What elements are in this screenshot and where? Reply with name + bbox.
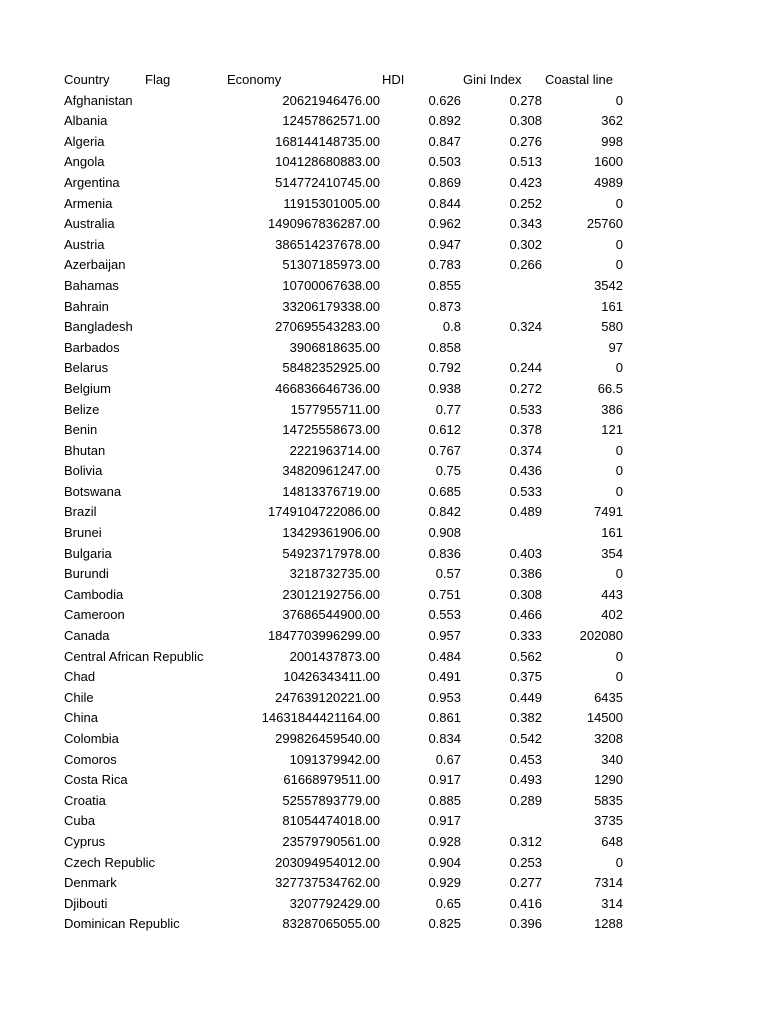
coastal-line-cell: 0 [615,669,623,685]
economy-cell: 58482352925.00 [282,360,380,376]
table-row [0,729,768,750]
country-cell: Czech Republic [64,854,156,870]
country-cell: Comoros [64,751,117,767]
coastal-line-cell: 0 [615,195,623,211]
hdi-cell: 0.947 [428,236,461,252]
country-cell: Angola [64,154,105,170]
coastal-line-cell: 402 [601,607,623,623]
economy-cell: 14725558673.00 [282,422,380,438]
table-row [0,91,768,112]
coastal-line-cell: 0 [615,257,623,273]
economy-cell: 83287065055.00 [282,916,380,932]
coastal-line-cell: 66.5 [597,380,623,396]
hdi-cell: 0.783 [428,257,461,273]
gini-cell: 0.403 [509,545,542,561]
gini-cell: 0.277 [509,875,542,891]
coastal-line-cell: 1290 [594,772,623,788]
hdi-cell: 0.892 [428,113,461,129]
table-row [0,708,768,729]
country-cell: Bulgaria [64,545,112,561]
country-cell: Australia [64,216,115,232]
table-row [0,338,768,359]
country-cell: Burundi [64,566,109,582]
economy-cell: 104128680883.00 [275,154,380,170]
table-row [0,873,768,894]
economy-cell: 1749104722086.00 [267,504,380,520]
gini-cell: 0.302 [509,236,542,252]
gini-cell: 0.343 [509,216,542,232]
economy-cell: 23579790561.00 [282,833,380,849]
country-cell: Bangladesh [64,319,133,335]
country-cell: Denmark [64,875,117,891]
table-row [0,132,768,153]
gini-cell: 0.378 [509,422,542,438]
country-cell: Benin [64,422,98,438]
gini-cell: 0.333 [509,628,542,644]
economy-cell: 14631844421164.00 [261,710,380,726]
hdi-cell: 0.847 [428,133,461,149]
country-cell: Costa Rica [64,772,128,788]
table-row [0,194,768,215]
country-cell: Brazil [64,504,97,520]
table-row [0,688,768,709]
gini-cell: 0.493 [509,772,542,788]
country-cell: Cambodia [64,586,124,602]
table-row [0,502,768,523]
gini-cell: 0.266 [509,257,542,273]
coastal-line-cell: 5835 [594,792,623,808]
table-row [0,297,768,318]
gini-cell: 0.513 [509,154,542,170]
country-cell: Belarus [64,360,109,376]
economy-cell: 11915301005.00 [283,195,380,211]
coastal-line-cell: 648 [601,833,623,849]
coastal-line-cell: 0 [615,854,623,870]
gini-cell: 0.562 [509,648,542,664]
economy-cell: 33206179338.00 [282,298,380,314]
economy-cell: 3906818635.00 [289,339,380,355]
table-row [0,832,768,853]
country-cell: Bolivia [64,463,103,479]
hdi-cell: 0.825 [428,916,461,932]
hdi-cell: 0.612 [428,422,461,438]
hdi-cell: 0.503 [428,154,461,170]
hdi-cell: 0.834 [428,731,461,746]
country-cell: Cameroon [64,607,125,623]
header-coastal-line: Coastal line [545,72,613,87]
country-cell: Belgium [64,380,111,396]
economy-cell: 270695543283.00 [275,319,380,335]
gini-cell: 0.542 [509,731,542,746]
coastal-line-cell: 443 [601,586,623,602]
table-row [0,152,768,173]
hdi-cell: 0.685 [428,483,461,499]
coastal-line-cell: 0 [615,360,623,376]
coastal-line-cell: 0 [615,442,623,458]
table-row [0,214,768,235]
country-cell: Colombia [64,731,119,746]
economy-cell: 13429361906.00 [282,525,380,541]
table-row [0,441,768,462]
coastal-line-cell: 25760 [586,216,623,232]
economy-cell: 34820961247.00 [282,463,380,479]
table-row [0,667,768,688]
gini-cell: 0.449 [509,689,542,705]
coastal-line-cell: 7491 [594,504,623,520]
economy-cell: 514772410745.00 [275,174,380,190]
country-cell: Cyprus [64,833,106,849]
hdi-cell: 0.908 [428,525,461,541]
gini-cell: 0.278 [509,92,542,108]
country-cell: Botswana [64,483,122,499]
country-cell: Cuba [64,813,96,829]
gini-cell: 0.375 [509,669,542,685]
economy-cell: 1847703996299.00 [267,628,380,644]
coastal-line-cell: 998 [601,133,623,149]
hdi-cell: 0.962 [428,216,461,232]
hdi-cell: 0.929 [428,875,461,891]
economy-cell: 2001437873.00 [289,648,380,664]
coastal-line-cell: 202080 [579,628,623,644]
coastal-line-cell: 3208 [594,731,623,746]
economy-cell: 10700067638.00 [282,277,380,293]
gini-cell: 0.533 [509,483,542,499]
coastal-line-cell: 161 [601,525,623,541]
table-row [0,379,768,400]
country-cell: Brunei [64,525,102,541]
coastal-line-cell: 3542 [594,277,623,293]
table-row [0,770,768,791]
table-body [0,91,768,935]
coastal-line-cell: 314 [601,895,623,911]
coastal-line-cell: 1600 [594,154,623,170]
country-cell: Algeria [64,133,105,149]
coastal-line-cell: 6435 [594,689,623,705]
table-row [0,420,768,441]
table-row [0,585,768,606]
table-row [0,544,768,565]
country-cell: China [64,710,98,726]
gini-cell: 0.252 [509,195,542,211]
gini-cell: 0.416 [509,895,542,911]
coastal-line-cell: 14500 [586,710,623,726]
economy-cell: 386514237678.00 [275,236,380,252]
gini-cell: 0.253 [509,854,542,870]
table-row [0,276,768,297]
hdi-cell: 0.938 [428,380,461,396]
country-cell: Argentina [64,174,120,190]
hdi-cell: 0.928 [428,833,461,849]
economy-cell: 52557893779.00 [282,792,380,808]
hdi-cell: 0.8 [442,319,461,335]
table-row [0,111,768,132]
gini-cell: 0.308 [509,113,542,129]
header-country: Country [64,72,110,87]
hdi-cell: 0.767 [428,442,461,458]
country-cell: Bhutan [64,442,106,458]
hdi-cell: 0.836 [428,545,461,561]
country-cell: Barbados [64,339,120,355]
table-row [0,626,768,647]
table-row [0,461,768,482]
economy-cell: 61668979511.00 [283,772,380,788]
hdi-cell: 0.844 [428,195,461,211]
hdi-cell: 0.885 [428,792,461,808]
country-cell: Bahamas [64,277,119,293]
country-cell: Belize [64,401,100,417]
coastal-line-cell: 121 [601,422,623,438]
economy-cell: 81054474018.00 [282,813,380,829]
economy-cell: 2221963714.00 [289,442,380,458]
hdi-cell: 0.484 [428,648,461,664]
country-cell: Chad [64,669,96,685]
gini-cell: 0.244 [509,360,542,376]
gini-cell: 0.466 [509,607,542,623]
header-hdi: HDI [382,72,405,87]
country-cell: Dominican Republic [64,916,180,932]
hdi-cell: 0.858 [428,339,461,355]
country-cell: Albania [64,113,108,129]
country-cell: Afghanistan [64,92,133,108]
gini-cell: 0.386 [509,566,542,582]
table-row [0,400,768,421]
coastal-line-cell: 7314 [594,875,623,891]
country-cell: Canada [64,628,110,644]
gini-cell: 0.324 [509,319,542,335]
coastal-line-cell: 0 [615,648,623,664]
table-row [0,791,768,812]
coastal-line-cell: 1288 [594,916,623,932]
table-row [0,358,768,379]
gini-cell: 0.453 [509,751,542,767]
hdi-cell: 0.855 [428,277,461,293]
coastal-line-cell: 0 [615,463,623,479]
coastal-line-cell: 386 [601,401,623,417]
header-gini-index: Gini Index [463,72,522,87]
hdi-cell: 0.869 [428,174,461,190]
hdi-cell: 0.751 [428,586,461,602]
table-row [0,811,768,832]
table-row [0,894,768,915]
coastal-line-cell: 354 [601,545,623,561]
hdi-cell: 0.792 [428,360,461,376]
country-cell: Azerbaijan [64,257,126,273]
economy-cell: 54923717978.00 [282,545,380,561]
hdi-cell: 0.953 [428,689,461,705]
economy-cell: 299826459540.00 [275,731,380,746]
economy-cell: 1577955711.00 [290,401,380,417]
economy-cell: 12457862571.00 [282,113,380,129]
table-row [0,914,768,935]
hdi-cell: 0.917 [428,772,461,788]
economy-cell: 14813376719.00 [282,483,380,499]
table-row [0,647,768,668]
gini-cell: 0.382 [509,710,542,726]
hdi-cell: 0.842 [428,504,461,520]
economy-cell: 37686544900.00 [282,607,380,623]
hdi-cell: 0.957 [428,628,461,644]
hdi-cell: 0.917 [428,813,461,829]
header-economy: Economy [227,72,282,87]
coastal-line-cell: 97 [608,339,623,355]
coastal-line-cell: 0 [615,483,623,499]
economy-cell: 3218732735.00 [289,566,380,582]
gini-cell: 0.533 [509,401,542,417]
table-row [0,317,768,338]
table-row [0,255,768,276]
gini-cell: 0.289 [509,792,542,808]
gini-cell: 0.374 [509,442,542,458]
gini-cell: 0.312 [509,833,542,849]
gini-cell: 0.489 [509,504,542,520]
hdi-cell: 0.861 [428,710,461,726]
table-row [0,235,768,256]
hdi-cell: 0.67 [435,751,461,767]
coastal-line-cell: 362 [601,113,623,129]
economy-cell: 10426343411.00 [283,669,380,685]
hdi-cell: 0.57 [435,566,461,582]
country-cell: Chile [64,689,94,705]
economy-cell: 51307185973.00 [282,257,380,273]
gini-cell: 0.423 [509,174,542,190]
coastal-line-cell: 340 [601,751,623,767]
coastal-line-cell: 3735 [594,813,623,829]
coastal-line-cell: 4989 [594,174,623,190]
economy-cell: 466836646736.00 [275,380,380,396]
hdi-cell: 0.904 [428,854,461,870]
economy-cell: 247639120221.00 [275,689,380,705]
coastal-line-cell: 0 [615,236,623,252]
gini-cell: 0.276 [509,133,542,149]
economy-cell: 203094954012.00 [275,854,380,870]
table-row [0,173,768,194]
coastal-line-cell: 161 [601,298,623,314]
economy-cell: 3207792429.00 [289,895,380,911]
country-cell: Djibouti [64,895,108,911]
country-data-table [0,70,768,935]
hdi-cell: 0.75 [435,463,461,479]
country-cell: Central African Republic [64,648,204,664]
table-row [0,605,768,626]
hdi-cell: 0.491 [428,669,461,685]
coastal-line-cell: 0 [615,92,623,108]
hdi-cell: 0.626 [428,92,461,108]
coastal-line-cell: 0 [615,566,623,582]
country-cell: Austria [64,236,105,252]
country-cell: Bahrain [64,298,109,314]
economy-cell: 23012192756.00 [282,586,380,602]
hdi-cell: 0.77 [435,401,461,417]
country-cell: Croatia [64,792,106,808]
header-row [0,70,768,91]
hdi-cell: 0.65 [435,895,461,911]
gini-cell: 0.436 [509,463,542,479]
economy-cell: 327737534762.00 [275,875,380,891]
table-row [0,853,768,874]
economy-cell: 1091379942.00 [289,751,380,767]
table-row [0,523,768,544]
table-row [0,750,768,771]
gini-cell: 0.396 [509,916,542,932]
gini-cell: 0.308 [509,586,542,602]
table-row [0,564,768,585]
hdi-cell: 0.873 [428,298,461,314]
header-flag: Flag [145,72,171,87]
coastal-line-cell: 580 [601,319,623,335]
hdi-cell: 0.553 [428,607,461,623]
country-cell: Armenia [64,195,113,211]
economy-cell: 168144148735.00 [275,133,380,149]
gini-cell: 0.272 [509,380,542,396]
economy-cell: 20621946476.00 [282,92,380,108]
table-row [0,482,768,503]
economy-cell: 1490967836287.00 [267,216,380,232]
